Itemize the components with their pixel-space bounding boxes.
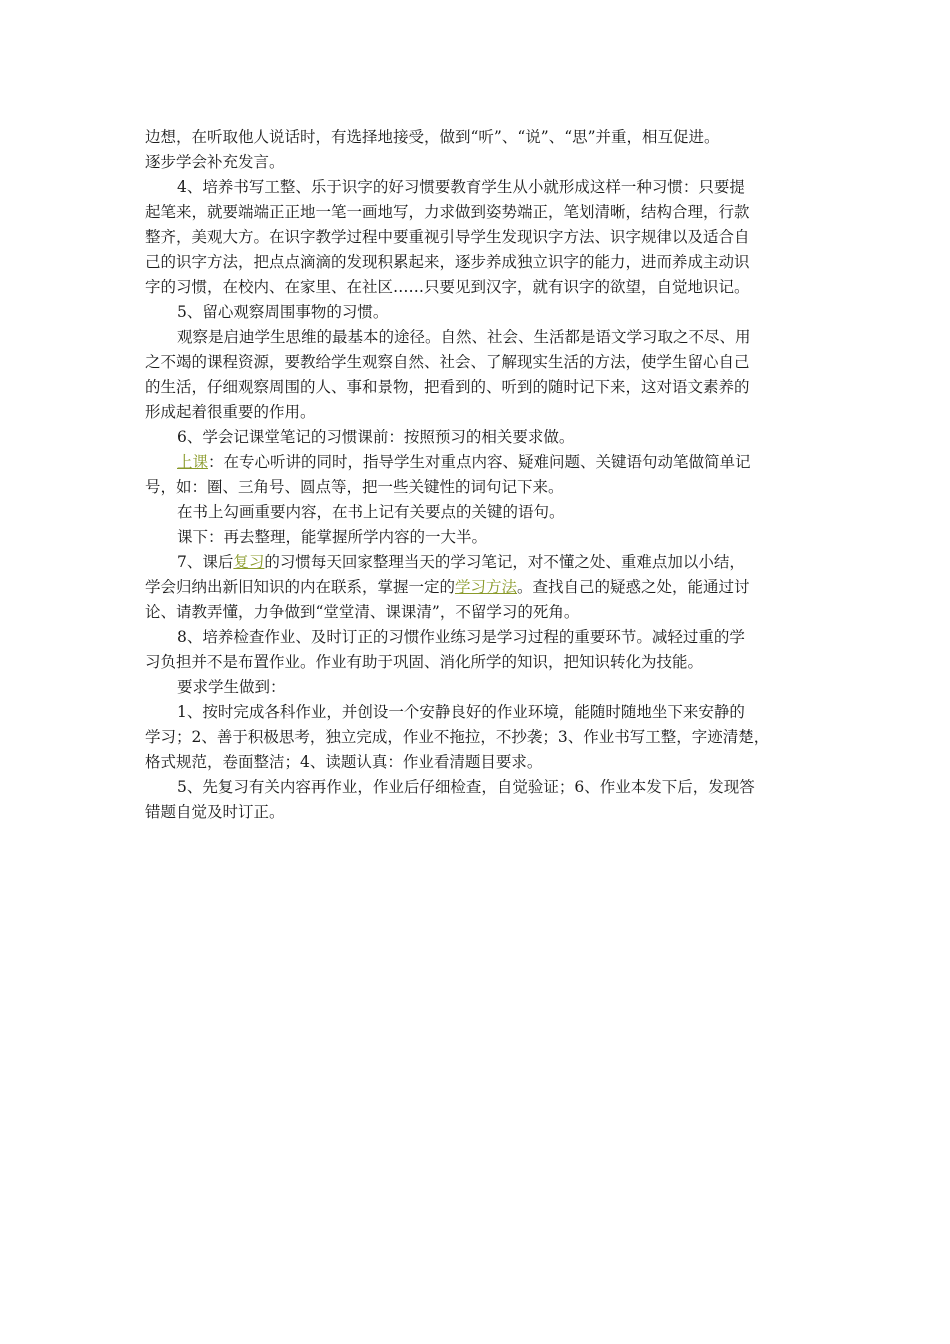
text-segment: 7、课后 (177, 553, 234, 571)
text-segment: 。查找自己的疑惑之处，能通过讨 (517, 578, 750, 596)
text-line: 课下：再去整理，能掌握所学内容的一大半。 (177, 528, 488, 546)
text-line: 论、请教弄懂，力争做到“堂堂清、课课清”，不留学习的死角。 (145, 603, 580, 621)
text-line: 要求学生做到： (177, 678, 286, 696)
text-line: 观察是启迪学生思维的最基本的途径。自然、社会、生活都是语文学习取之不尽、用 (177, 328, 751, 346)
link-xuexi-fangfa[interactable]: 学习方法 (455, 578, 518, 596)
text-line: 习负担并不是布置作业。作业有助于巩固、消化所学的知识，把知识转化为技能。 (145, 653, 704, 671)
link-fuxi[interactable]: 复习 (233, 553, 265, 571)
text-line: 字的习惯，在校内、在家里、在社区……只要见到汉字，就有识字的欲望，自觉地识记。 (145, 278, 750, 296)
paragraph-heading-8: 8、培养检查作业、及时订正的习惯作业练习是学习过程的重要环节。减轻过重的学 (177, 628, 745, 646)
text-line: 整齐，美观大方。在识字教学过程中要重视引导学生发现识字方法、识字规律以及适合自 (145, 228, 750, 246)
link-shangke[interactable]: 上课 (177, 453, 209, 471)
text-line: 5、先复习有关内容再作业，作业后仔细检查，自觉验证；6、作业本发下后，发现答 (177, 778, 755, 796)
text-line: 1、按时完成各科作业，并创设一个安静良好的作业环境，能随时随地坐下来安静的 (177, 703, 745, 721)
text-segment: ：在专心听讲的同时，指导学生对重点内容、疑难问题、关键语句动笔做简单记 (208, 453, 751, 471)
paragraph-heading-6: 6、学会记课堂笔记的习惯课前：按照预习的相关要求做。 (177, 428, 575, 446)
text-line: 逐步学会补充发言。 (145, 153, 285, 171)
text-line: 形成起着很重要的作用。 (145, 403, 316, 421)
text-line: 起笔来，就要端端正正地一笔一画地写，力求做到姿势端正，笔划清晰，结构合理，行款 (145, 203, 750, 221)
text-line: 之不竭的课程资源，要教给学生观察自然、社会、了解现实生活的方法，使学生留心自己 (145, 353, 750, 371)
text-line: 边想，在听取他人说话时，有选择地接受，做到“听”、“说”、“思”并重，相互促进。 (145, 128, 720, 146)
paragraph-heading-4: 4、培养书写工整、乐于识字的好习惯要教育学生从小就形成这样一种习惯：只要提 (177, 178, 745, 196)
text-line (145, 450, 810, 475)
document-body (145, 125, 810, 825)
text-line: 的生活，仔细观察周围的人、事和景物，把看到的、听到的随时记下来，这对语文素养的 (145, 378, 750, 396)
text-line: 号，如：圈、三角号、圆点等，把一些关键性的词句记下来。 (145, 478, 564, 496)
text-line: 格式规范，卷面整洁；4、读题认真：作业看清题目要求。 (145, 753, 543, 771)
text-line: 己的识字方法，把点点滴滴的发现积累起来，逐步养成独立识字的能力，进而养成主动识 (145, 253, 750, 271)
paragraph-heading-7 (145, 550, 810, 575)
text-line: 在书上勾画重要内容，在书上记有关要点的关键的语句。 (177, 503, 565, 521)
paragraph-heading-5: 5、留心观察周围事物的习惯。 (177, 303, 389, 321)
text-line (145, 575, 810, 600)
text-segment: 学会归纳出新旧知识的内在联系，掌握一定的 (145, 578, 456, 596)
text-line: 错题自觉及时订正。 (145, 803, 285, 821)
text-segment: 的习惯每天回家整理当天的学习笔记，对不懂之处、重难点加以小结， (264, 553, 745, 571)
text-line: 学习；2、善于积极思考，独立完成，作业不拖拉，不抄袭；3、作业书写工整，字迹清楚， (145, 728, 770, 746)
